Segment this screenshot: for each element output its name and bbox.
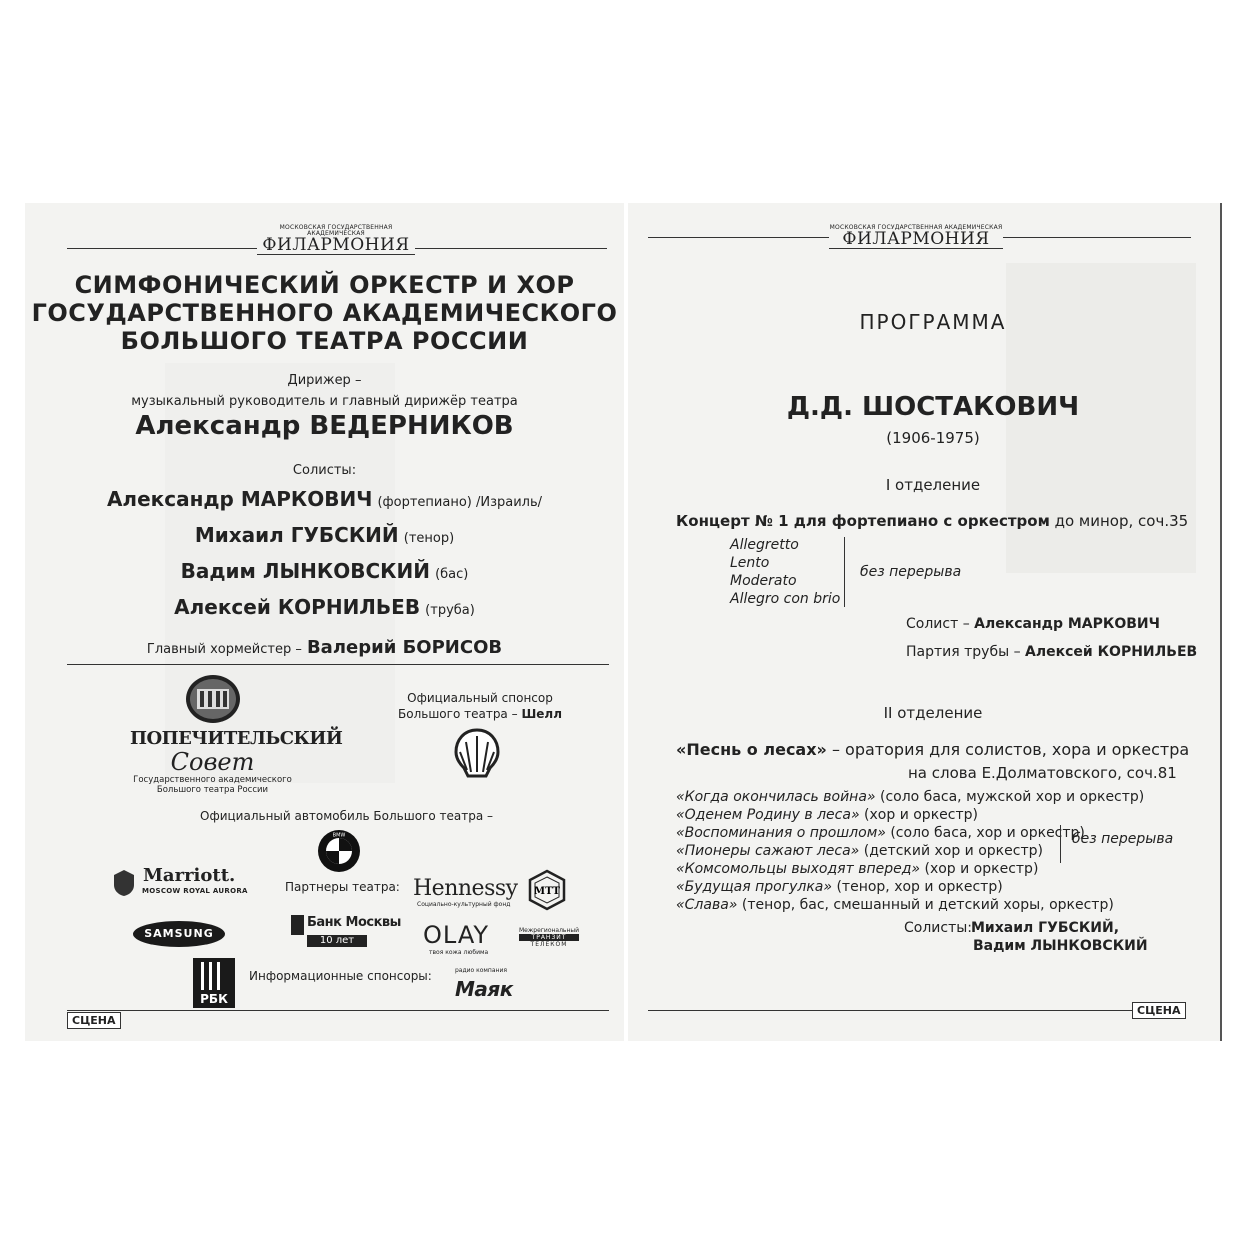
hennessy-logo: Hennessy <box>413 876 518 901</box>
song-item <box>676 878 1144 896</box>
scena-logo: СЦЕНА <box>1132 1002 1186 1019</box>
mayak-logo: Маяк <box>455 977 513 1001</box>
trumpet-soloist <box>906 644 1197 660</box>
song-title: «Воспоминания о прошлом» <box>676 825 886 841</box>
philharmonia-masthead <box>829 225 1003 249</box>
sponsor-line-1: Официальный спонсор <box>407 691 553 705</box>
song-desc: (тенор, бас, смешанный и детский хоры, оркестр) <box>737 897 1114 913</box>
footer-rule <box>67 1010 609 1011</box>
scena-logo: СЦЕНА <box>67 1012 121 1029</box>
soloist-2 <box>25 523 624 547</box>
popech-sovet: Совет <box>170 748 255 776</box>
bracket-line <box>1060 825 1061 863</box>
no-break-note-2: без перерыва <box>1072 831 1174 847</box>
right-page <box>628 203 1222 1041</box>
conductor-label: Дирижер – <box>287 373 362 388</box>
soloist-name: Алексей КОРНИЛЬЕВ <box>174 595 421 619</box>
bank-moskvy-icon <box>291 915 304 935</box>
movement: Moderato <box>730 573 797 589</box>
concerto-soloist <box>906 616 1160 632</box>
sponsor-label: Большого театра – <box>398 707 518 721</box>
oratorio-soloists-label: Солисты: <box>904 920 973 936</box>
header-rule-right <box>1003 237 1191 238</box>
title-line-2: ГОСУДАРСТВЕННОГО АКАДЕМИЧЕСКОГО <box>31 299 618 327</box>
mtt-caption <box>519 927 579 948</box>
mtt-sub-3: ТЕЛЕКОМ <box>530 941 568 948</box>
oratorio-name: «Песнь о лесах» <box>676 740 827 759</box>
soloist-role: (фортепиано) /Израиль/ <box>377 495 543 510</box>
marriott-sub: MOSCOW ROYAL AURORA <box>142 887 248 895</box>
mayak-sub: радио компания <box>455 967 507 974</box>
composer-name: Д.Д. ШОСТАКОВИЧ <box>786 392 1080 422</box>
theatre-emblem-icon <box>183 673 243 725</box>
trumpet-label: Партия трубы – <box>906 644 1021 660</box>
mtt-text: МТТ <box>534 886 560 897</box>
soloist-role: (тенор) <box>403 531 455 546</box>
section-divider <box>67 664 609 665</box>
sponsor-name: Шелл <box>521 707 562 721</box>
popech-sub-2: Большого театра России <box>156 785 269 795</box>
partners-label: Партнеры театра: <box>285 880 400 894</box>
info-sponsors-label: Информационные спонсоры: <box>249 969 432 983</box>
marriott-logo: Marriott. <box>143 865 236 886</box>
rbk-text: РБК <box>200 992 228 1006</box>
soloist-name: Вадим ЛЫНКОВСКИЙ <box>180 559 430 583</box>
song-title: «Будущая прогулка» <box>676 879 833 895</box>
oratorio-lyrics: на слова Е.Долматовского, соч.81 <box>908 764 1177 782</box>
popech-sub-1: Государственного академического <box>133 775 292 785</box>
song-title: «Пионеры сажают леса» <box>676 843 860 859</box>
movement: Lento <box>730 555 770 571</box>
movement: Allegro con brio <box>730 591 841 607</box>
soloists-label: Солисты: <box>292 463 357 478</box>
composer-years: (1906-1975) <box>886 429 980 447</box>
mtt-sub-2: ТРАНЗИТ <box>519 934 579 941</box>
bracket-line <box>844 537 845 607</box>
song-desc: (тенор, хор и оркестр) <box>832 879 1003 895</box>
philharmonia-masthead <box>257 225 415 255</box>
concerto-name: Концерт № 1 для фортепиано с оркестром <box>676 512 1050 530</box>
bmw-text: BMW <box>332 832 346 839</box>
song-desc: (детский хор и оркестр) <box>859 843 1043 859</box>
olay-logo: OLAY <box>423 921 490 949</box>
popech-sovet-logo <box>130 673 343 795</box>
soloist-4 <box>25 595 624 619</box>
samsung-logo: SAMSUNG <box>133 921 225 947</box>
concerto-title <box>676 512 1188 530</box>
oratorio-desc: – оратория для солистов, хора и оркестра <box>826 740 1190 759</box>
choirmaster <box>25 637 624 658</box>
marriott-crest-icon <box>113 869 135 897</box>
song-desc: (соло баса, хор и оркестр) <box>885 825 1085 841</box>
sponsor-line-2 <box>395 707 565 721</box>
song-desc: (хор и оркестр) <box>920 861 1039 877</box>
bank-moskvy-logo: Банк Москвы <box>307 915 401 930</box>
song-title: «Слава» <box>676 897 738 913</box>
song-title: «Оденем Родину в леса» <box>676 807 860 823</box>
song-item <box>676 788 1144 806</box>
bank-moskvy-sub: 10 лет <box>307 935 367 947</box>
car-sponsor-label: Официальный автомобиль Большого театра – <box>200 809 494 823</box>
hennessy-sub: Социально-культурный фонд <box>417 901 511 908</box>
movements-list <box>730 536 840 608</box>
movement: Allegretto <box>730 537 799 553</box>
mtt-sub-1: Межрегиональный <box>519 927 580 934</box>
soloist-name: Александр МАРКОВИЧ <box>974 616 1160 632</box>
header-rule-left <box>67 248 257 249</box>
shell-logo-icon <box>454 728 500 778</box>
soloist-3 <box>25 559 624 583</box>
song-desc: (соло баса, мужской хор и оркестр) <box>875 789 1145 805</box>
concerto-key: до минор, соч.35 <box>1049 512 1189 530</box>
choirmaster-label: Главный хормейстер – <box>146 642 302 657</box>
header-rule-left <box>648 237 829 238</box>
song-item <box>676 806 1144 824</box>
song-desc: (хор и оркестр) <box>859 807 978 823</box>
header-rule-right <box>415 248 607 249</box>
main-title <box>25 271 624 355</box>
soloist-label: Солист – <box>906 616 970 632</box>
olay-sub: твоя кожа любима <box>429 949 489 956</box>
oratorio-title <box>676 740 1189 759</box>
mtt-logo-icon <box>526 869 568 911</box>
title-line-1: СИМФОНИЧЕСКИЙ ОРКЕСТР И ХОР <box>74 271 575 299</box>
oratorio-soloist-1: Михаил ГУБСКИЙ, <box>971 920 1120 936</box>
oratorio-soloist-2: Вадим ЛЫНКОВСКИЙ <box>973 938 1148 954</box>
bmw-logo-icon <box>317 829 361 873</box>
masthead-subtitle: МОСКОВСКАЯ ГОСУДАРСТВЕННАЯ АКАДЕМИЧЕСКАЯ <box>279 224 393 237</box>
no-break-note: без перерыва <box>860 564 962 580</box>
title-line-3: БОЛЬШОГО ТЕАТРА РОССИИ <box>120 327 529 355</box>
masthead-subtitle: МОСКОВСКАЯ ГОСУДАРСТВЕННАЯ АКАДЕМИЧЕСКАЯ <box>829 224 1003 231</box>
songs-list <box>676 788 1144 914</box>
part-1-heading: I отделение <box>885 476 981 494</box>
trumpet-name: Алексей КОРНИЛЬЕВ <box>1025 644 1198 660</box>
conductor-role: музыкальный руководитель и главный дирижёр театра <box>131 394 518 409</box>
part-2-heading: II отделение <box>883 704 983 722</box>
rbk-logo <box>193 958 235 1008</box>
soloist-name: Александр МАРКОВИЧ <box>106 487 373 511</box>
soloist-role: (труба) <box>425 603 475 618</box>
soloist-1 <box>25 487 624 511</box>
song-title: «Комсомольцы выходят вперед» <box>676 861 921 877</box>
masthead-title: ФИЛАРМОНИЯ <box>257 237 415 255</box>
masthead-title: ФИЛАРМОНИЯ <box>829 231 1003 249</box>
choirmaster-name: Валерий БОРИСОВ <box>306 637 503 658</box>
soloist-role: (бас) <box>435 567 469 582</box>
song-title: «Когда окончилась война» <box>676 789 876 805</box>
footer-rule <box>648 1010 1132 1011</box>
popech-title: ПОПЕЧИТЕЛЬСКИЙ <box>130 728 343 749</box>
conductor-name: Александр ВЕДЕРНИКОВ <box>135 411 514 441</box>
song-item <box>676 896 1144 914</box>
program-heading: ПРОГРАММА <box>859 310 1007 334</box>
soloist-name: Михаил ГУБСКИЙ <box>194 523 399 547</box>
left-page <box>25 203 624 1041</box>
song-item <box>676 860 1144 878</box>
